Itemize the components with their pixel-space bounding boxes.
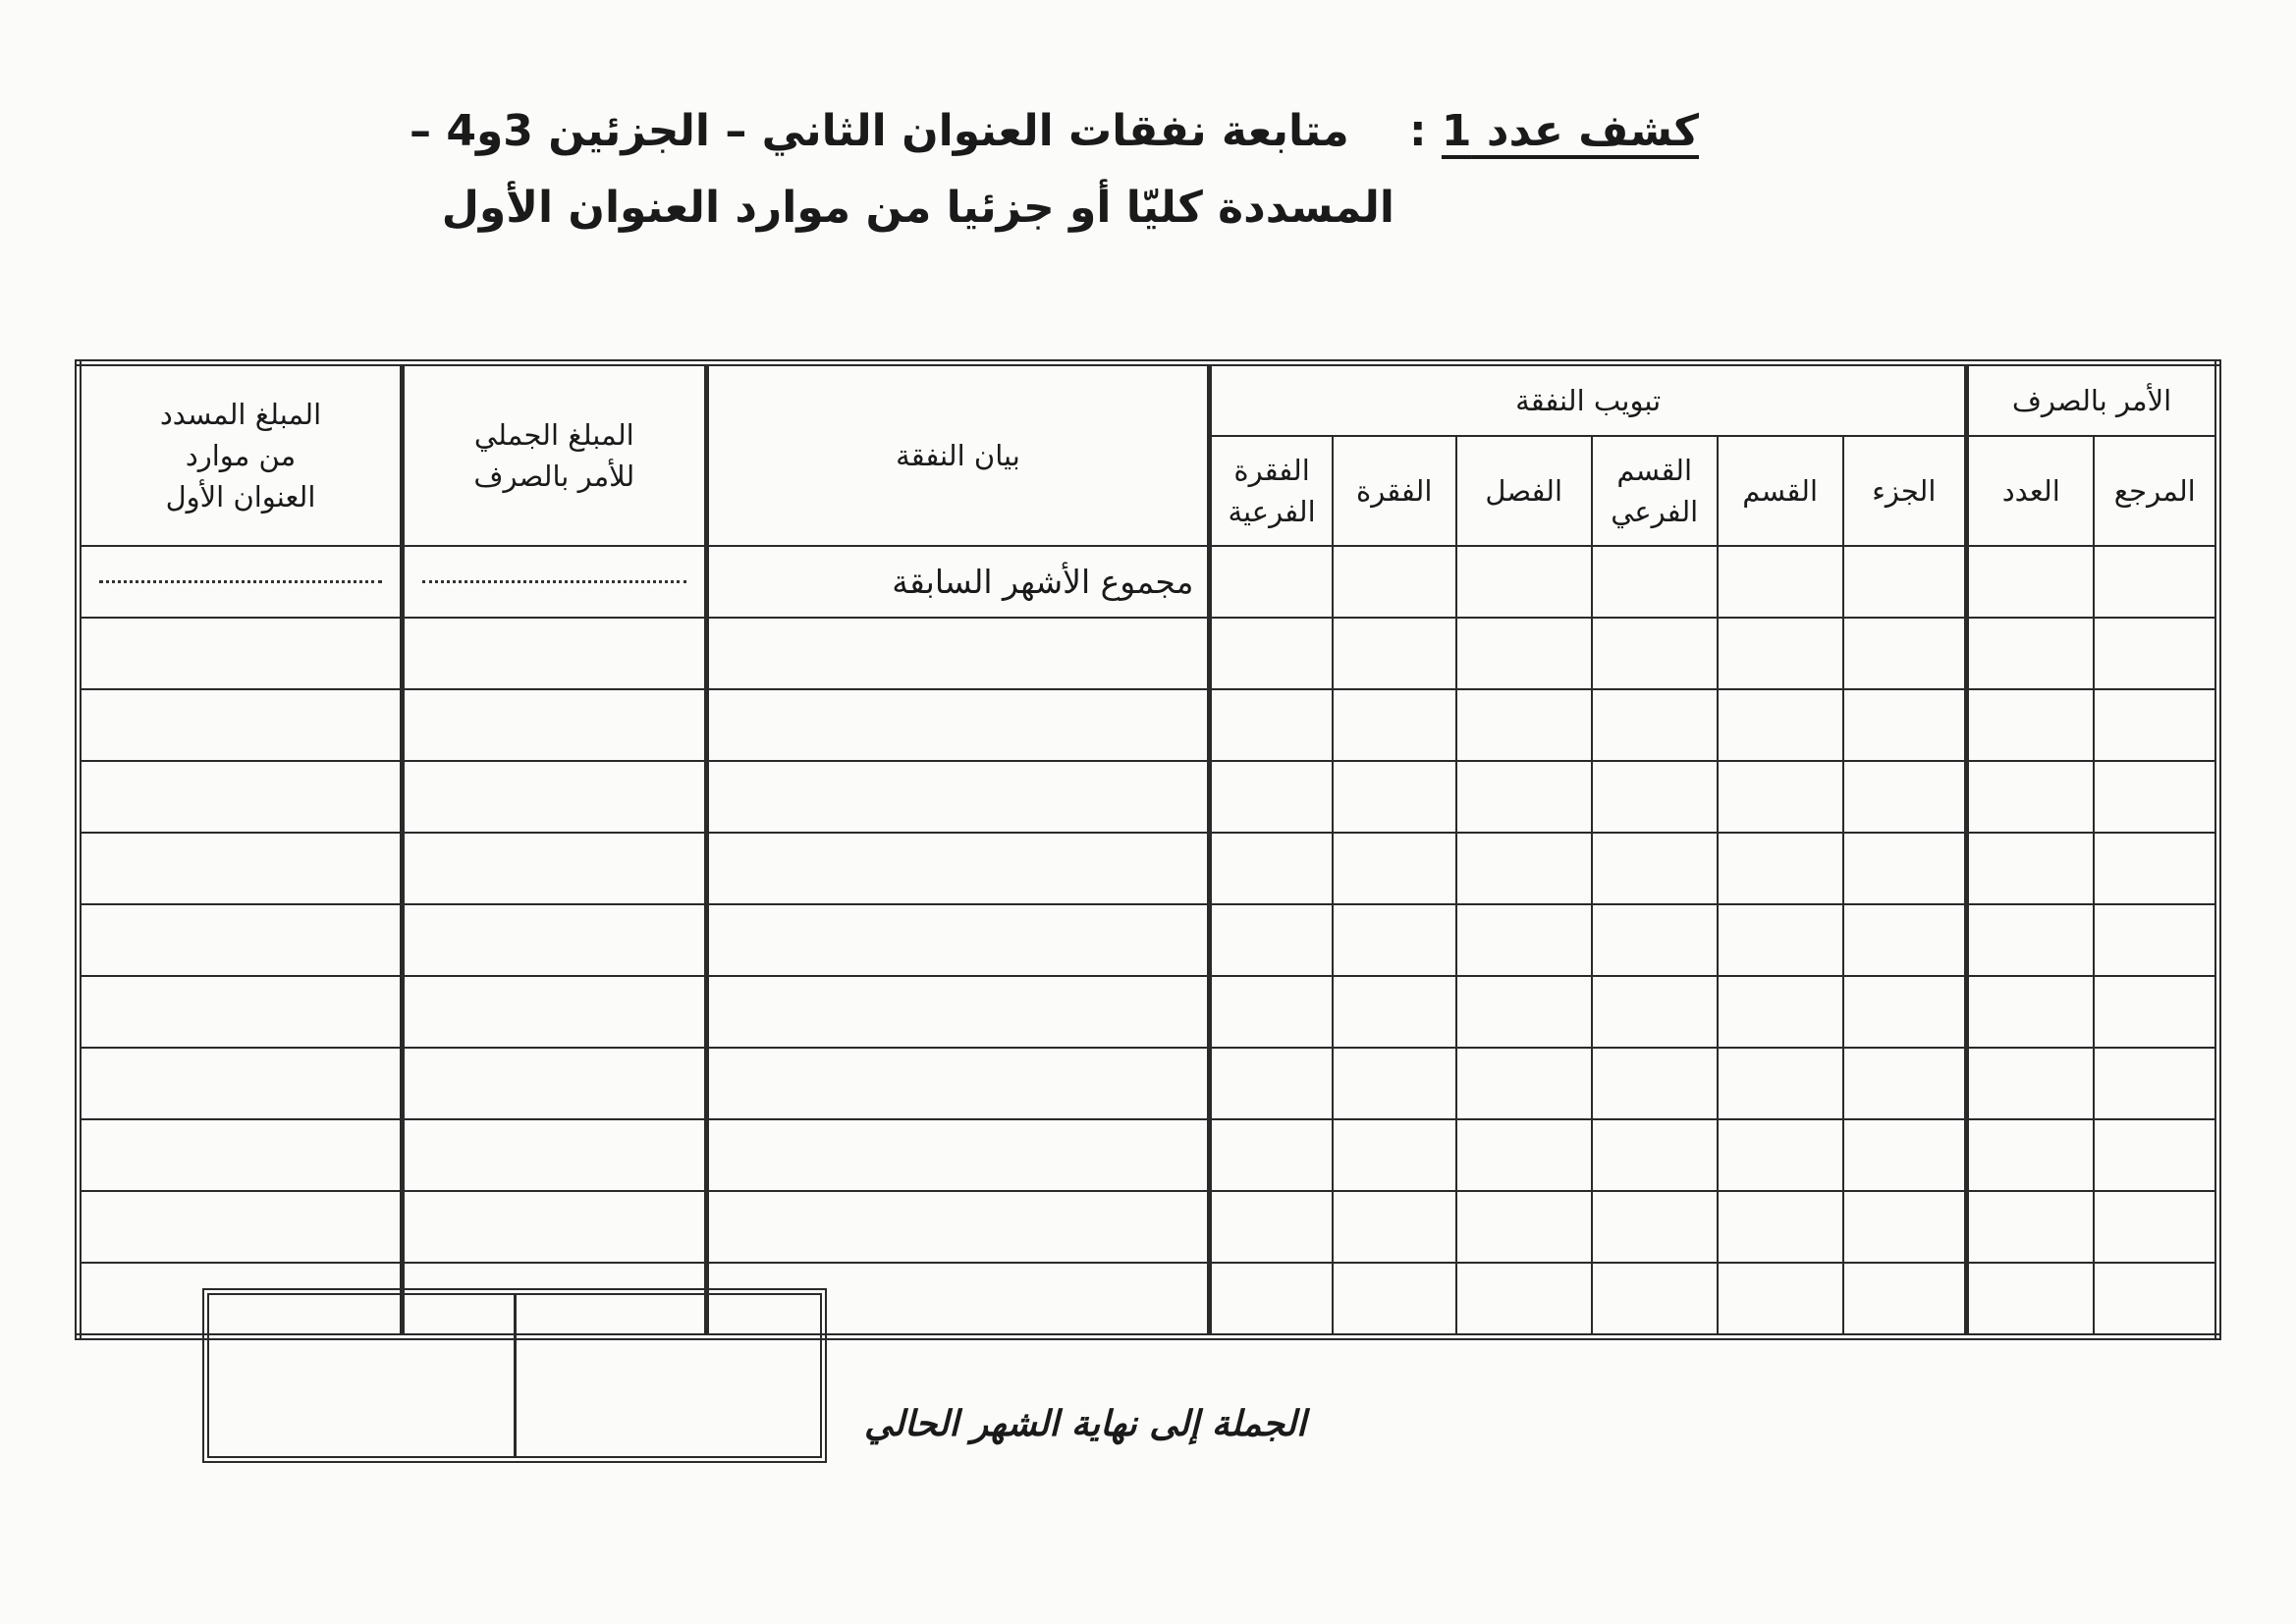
total-amount-order-cell[interactable] [514,1295,821,1456]
title-separator: : [1408,106,1427,156]
table-row [79,1191,2218,1263]
total-to-date-label: الجملة إلى نهاية الشهر الحالي [864,1404,1306,1444]
header-payment-order: الأمر بالصرف [1967,363,2218,437]
table-row [79,689,2218,761]
header-reference: المرجع [2094,436,2217,546]
header-amount-paid: المبلغ المسدد من موارد العنوان الأول [79,363,403,547]
table-row [79,904,2218,976]
table-row [79,546,2218,618]
expense-tracking-table [75,359,2221,1340]
table-row [79,833,2218,904]
header-number: العدد [1967,436,2095,546]
statement-number: كشف عدد 1 [1441,106,1699,156]
header-row-1 [79,363,2218,437]
total-amount-paid-cell[interactable] [209,1295,514,1456]
total-to-date-box [202,1288,827,1463]
header-part: الجزء [1843,436,1967,546]
table-row [79,618,2218,689]
table-row [79,976,2218,1048]
header-expense-description: بيان النفقة [706,363,1210,547]
header-section: القسم [1718,436,1843,546]
title-line-1: متابعة نفقات العنوان الثاني – الجزئين 3و4 – [409,106,1349,156]
title-line-2: المسددة كليّا أو جزئيا من موارد العنوان الأول [441,183,1394,233]
header-sub-section: القسم الفرعي [1592,436,1718,546]
document-title [409,106,1699,175]
header-total-amount: المبلغ الجملي للأمر بالصرف [402,363,706,547]
header-expense-classification: تبويب النفقة [1210,363,1967,437]
header-chapter: الفصل [1456,436,1592,546]
table-row [79,1048,2218,1119]
header-sub-paragraph: الفقرة الفرعية [1210,436,1333,546]
previous-months-label: مجموع الأشهر السابقة [706,546,1210,618]
table-row [79,1119,2218,1191]
previous-months-amount-paid[interactable] [79,546,403,618]
table-row [79,761,2218,833]
header-paragraph: الفقرة [1333,436,1456,546]
previous-months-total-amount[interactable] [402,546,706,618]
